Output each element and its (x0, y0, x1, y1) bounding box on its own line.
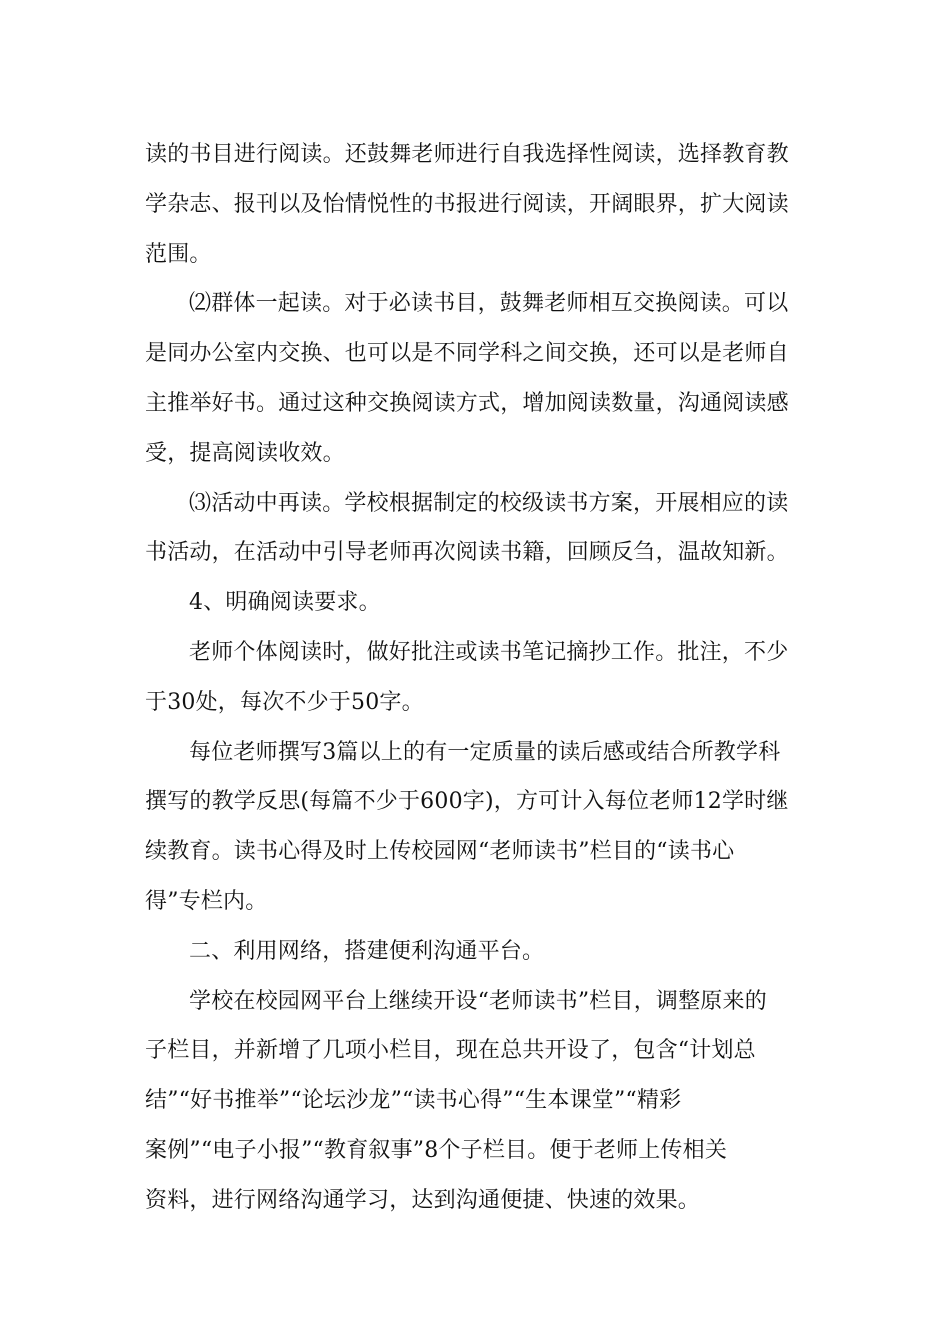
text-line: 读的书目进行阅读。还鼓舞老师进行自我选择性阅读，选择教育教 (145, 142, 789, 167)
text-line: 学杂志、报刊以及怡情悦性的书报进行阅读，开阔眼界，扩大阅读 (145, 191, 789, 217)
text-line: 于30处，每次不少于50字。 (145, 689, 424, 715)
section-heading: 二、利用网络，搭建便利沟通平台。 (189, 938, 545, 964)
section-heading: 4、明确阅读要求。 (189, 590, 381, 616)
text-line: 主推举好书。通过这种交换阅读方式，增加阅读数量，沟通阅读感 (145, 390, 789, 416)
document-body (145, 130, 811, 1226)
text-line: 案例”“电子小报”“教育叙事”8个子栏目。便于老师上传相关 (145, 1137, 728, 1163)
paragraph-start-line: 老师个体阅读时，做好批注或读书笔记摘抄工作。批注，不少 (189, 639, 789, 665)
text-line: 续教育。读书心得及时上传校园网“老师读书”栏目的“读书心 (145, 839, 735, 865)
text-line: 撰写的教学反思(每篇不少于600字)，方可计入每位老师12学时继 (145, 789, 789, 815)
text-line: 受，提高阅读收效。 (145, 440, 345, 466)
text-line: 结”“好书推举”“论坛沙龙”“读书心得”“生本课堂”“精彩 (145, 1088, 682, 1114)
text-line: 是同办公室内交换、也可以是不同学科之间交换，还可以是老师自 (145, 341, 789, 367)
paragraph-start-line: 学校在校园网平台上继续开设“老师读书”栏目，调整原来的 (189, 988, 767, 1014)
text-line: 得”专栏内。 (145, 888, 268, 914)
text-line: 子栏目，并新增了几项小栏目，现在总共开设了，包含“计划总 (145, 1038, 756, 1064)
text-line: 范围。 (145, 241, 212, 267)
paragraph-start-line: ⑵群体一起读。对于必读书目，鼓舞老师相互交换阅读。可以 (189, 291, 789, 317)
text-line: 书活动，在活动中引导老师再次阅读书籍，回顾反刍，温故知新。 (145, 540, 789, 566)
text-line: 资料，进行网络沟通学习，达到沟通便捷、快速的效果。 (145, 1187, 701, 1213)
paragraph-start-line: ⑶活动中再读。学校根据制定的校级读书方案，开展相应的读 (189, 490, 789, 516)
paragraph-start-line: 每位老师撰写3篇以上的有一定质量的读后感或结合所教学科 (189, 739, 781, 765)
